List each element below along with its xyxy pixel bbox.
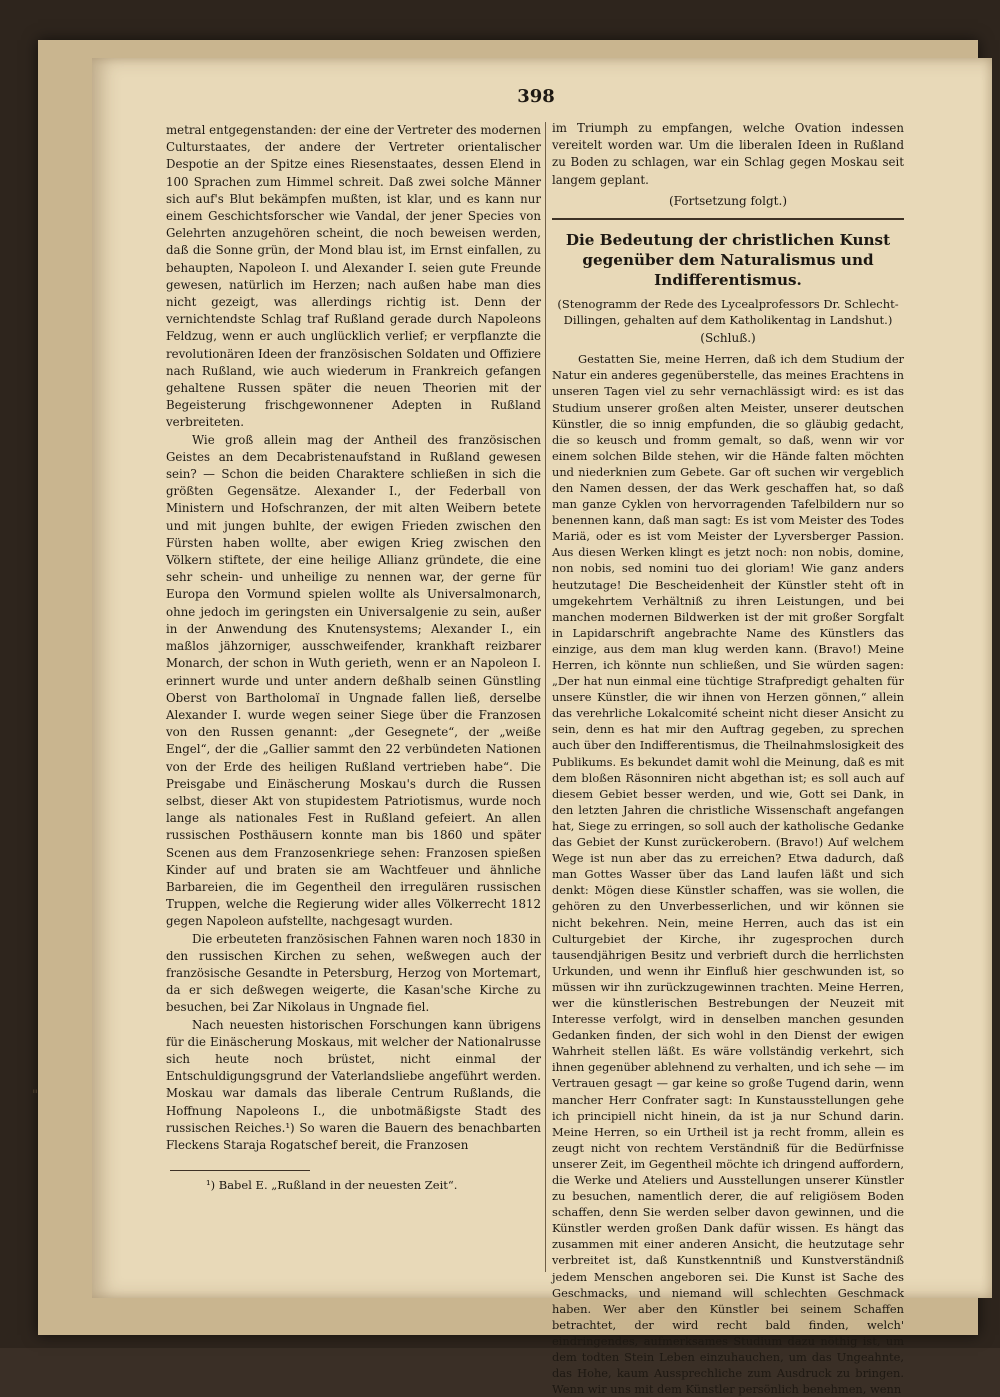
footnote: ¹) Babel E. „Rußland in der neuesten Zeit“. xyxy=(206,1178,458,1193)
article-title: Die Bedeutung der christlichen Kunst gegenüber dem Naturalismus und Indifferentismus. xyxy=(565,231,891,290)
article-divider xyxy=(552,218,904,220)
paragraph: Wie groß allein mag der Antheil des französischen Geistes an dem Decabristenaufstand in Rußland gewesen sein? — Schon die beiden Charaktere schließen in sich die größten Gegensätze. Alexander I., der Federball von Ministern und Hofschranzen, der mit alten Weibern betete und mit jungen buhlte, der ewigen Frieden zwischen den Fürsten haben wollte, aber ewigen Krieg zwischen den Völkern stiftete, der eine heilige Allianz gründete, die eine sehr schein- und unheilige zu nennen war, der gerne für Europa den Vormund spielen wollte als Universalmonarch, ohne jedoch im geringsten ein Universalgenie zu sein, außer in der Anwendung des Knutensystems; Alexander I., ein maßlos jähzorniger, ausschweifender, krankhaft reizbarer Monarch, der schon in Wuth gerieth, wenn er an Napoleon I. erinnert wurde und unter andern deßhalb seinen Günstling Oberst von Bartholomaï in Ungnade fallen ließ, derselbe Alexander I. wurde wegen seiner Siege über die Franzosen von den Russen genannt: „der Gesegnete“, der „weiße Engel“, der die „Gallier sammt den 22 verbündeten Nationen von der Erde des heiligen Rußland vertrieben habe“. Die Preisgabe und Einäscherung Moskau's durch die Russen selbst, dieser Akt von stupidestem Patriotismus, wurde noch lange als nationales Fest in Rußland gefeiert. An allen russischen Posthäusern konnte man bis 1860 und später Scenen aus dem Franzosenkriege sehen: Franzosen spießen Kinder auf und braten sie am Wachtfeuer und ähnliche Barbareien, die im Gegentheil den irregulären russischen Truppen, welche die Regierung wider alles Völkerrecht 1812 gegen Napoleon aufstellte, nachgesagt wurden. xyxy=(166,432,541,929)
right-column xyxy=(552,120,904,1397)
article-subtitle: (Stenogramm der Rede des Lycealprofessors Dr. Schlecht-Dillingen, gehalten auf dem Katholikentag in Landshut.) xyxy=(557,297,899,328)
left-column xyxy=(166,120,541,1194)
paragraph: Nach neuesten historischen Forschungen kann übrigens für die Einäscherung Moskaus, mit welcher der Nationalrusse sich heute noch brüstet, nicht einmal der Entschuldigungsgrund der Vaterlandsliebe angeführt werden. Moskau war damals das liberale Centrum Rußlands, die Hoffnung Napoleons I., die unbotmäßigste Stadt des russischen Reiches.¹) So waren die Bauern des benachbarten Fleckens Staraja Rogatschef bereit, die Franzosen xyxy=(166,1017,541,1152)
column-divider xyxy=(545,122,546,1272)
margin-mark: " xyxy=(32,1088,38,1103)
footnote-divider xyxy=(170,1170,310,1171)
continued-note: (Fortsetzung folgt.) xyxy=(669,193,787,208)
section-mark: (Schluß.) xyxy=(700,331,756,346)
page-number: 398 xyxy=(517,86,555,107)
paragraph: metral entgegenstanden: der eine der Vertreter des modernen Culturstaates, der andere der Vertreter orientalischer Despotie an der Spitze eines Riesenstaates, dessen Elend in 100 Sprachen zum Himmel schreit. Daß zwei solche Männer sich auf's Blut bekämpfen mußten, ist klar, und es kann nur einem Geschichtsforscher wie Vandal, der jener Species von Gelehrten anzugehören scheint, die noch beweisen werden, daß die Sonne grün, der Mond blau ist, im Ernst einfallen, zu behaupten, Napoleon I. und Alexander I. seien gute Freunde gewesen, natürlich im Herzen; nach außen habe man dies nicht gezeigt, was allerdings richtig ist. Denn der vernichtendste Schlag traf Rußland gerade durch Napoleons Feldzug, wenn er auch unglücklich verlief; er verpflanzte die revolutionären Ideen der französischen Soldaten und Offiziere nach Rußland, wie auch wiederum in Frankreich gefangen gehaltene Russen später die neuen Theorien mit der Begeisterung frischgewonnener Adepten in Rußland verbreiteten. xyxy=(166,123,541,430)
article-body: Gestatten Sie, meine Herren, daß ich dem Studium der Natur ein anderes gegenüberstelle, das meines Erachtens in unseren Tagen viel zu sehr vernachlässigt wird: es ist das Studium unserer großen alten Meister, unserer deutschen Künstler, die so innig empfunden, die so gläubig gedacht, die so keusch und fromm gemalt, so daß, wenn wir vor einem solchen Bilde stehen, wir die Hände falten möchten und niederknien zum Gebete. Gar oft suchen wir vergeblich den Namen dessen, der das Werk geschaffen hat, so daß man ganze Cyklen von hervorragenden Tafelbildern nur so benennen kann, daß man sagt: Es ist vom Meister des Todes Mariä, oder es ist vom Meister der Lyversberger Passion. Aus diesen Werken klingt es jetzt noch: non nobis, domine, non nobis, sed nomini tuo dei gloriam! Wie ganz anders heutzutage! Die Bescheidenheit der Künstler steht oft in umgekehrtem Verhältniß zu ihren Leistungen, und bei manchen modernen Bildwerken ist der mit großer Sorgfalt in Lapidarschrift angebrachte Name des Künstlers das einzige, aus dem man klug werden kann. (Bravo!) Meine Herren, ich könnte nun schließen, und Sie würden sagen: „Der hat nun einmal eine tüchtige Strafpredigt gehalten für unsere Künstler, die wir ihnen von Herzen gönnen,“ allein das verehrliche Lokalcomité scheint nicht dieser Ansicht zu sein, denn es hat mir den Auftrag gegeben, zu sprechen auch über den Indifferentismus, die Theilnahmslosigkeit des Publikums. Es bekundet damit wohl die Meinung, daß es mit dem bloßen Räsonniren nicht abgethan ist; es soll auch auf diesem Gebiet besser werden, und wie, Gott sei Dank, in den letzten Jahren die christliche Wissenschaft angefangen hat, Siege zu erringen, so soll auch der katholische Gedanke das Gebiet der Kunst zurückerobern. (Bravo!) Auf welchem Wege ist nun aber das zu erreichen? Etwa dadurch, daß man Gottes Wasser über das Land laufen läßt und sich denkt: Mögen diese Künstler schaffen, was sie wollen, die gehören zu den Unverbesserlichen, und wir können sie nicht bekehren. Nein, meine Herren, auch das ist ein Culturgebiet der Kirche, ihr zugesprochen durch tausendjährigen Besitz und verbrieft durch die herrlichsten Urkunden, und wenn ihr Einfluß hier geschwunden ist, so müssen wir ihn zurückzugewinnen trachten. Meine Herren, wer die künstlerischen Bestrebungen der Neuzeit mit Interesse verfolgt, wird in denselben manchen gesunden Gedanken finden, der sich wohl in den Dienst der ewigen Wahrheit stellen läßt. Es wäre vollständig verkehrt, sich ihnen gegenüber ablehnend zu verhalten, und ich sehe — im Vertrauen gesagt — gar keine so große Tugend darin, wenn mancher Herr Confrater sagt: In Kunstausstellungen gehe ich principiell nicht hinein, da ist ja nur Schund darin. Meine Herren, so ein Urtheil ist ja recht fromm, allein es zeugt nicht von rechtem Verständniß für die Bedürfnisse unserer Zeit, im Gegentheil möchte ich dringend auffordern, die Werke und Ateliers und Ausstellungen unserer Künstler zu besuchen, namentlich derer, die auf religiösem Boden schaffen, denn Sie werden selber davon gewinnen, und die Künstler werden großen Dank dafür wissen. Es hängt das zusammen mit einer anderen Ansicht, die heutzutage sehr verbreitet ist, daß Kunstkenntniß und Kunstverständniß jedem Menschen angeboren sei. Die Kunst ist Sache des Geschmacks, und niemand will schlechten Geschmack haben. Wer aber den Künstler bei seinem Schaffen betrachtet, der wird recht bald finden, welch' eindringendes, aufmerksames Studium dazu nöthig ist, um dem todten Stein Leben einzuhauchen, um das Ungeahnte, das Hohe, kaum Aussprechliche zum Ausdruck zu bringen. Wenn wir uns mit dem Künstler persönlich benehmen, wenn xyxy=(552,352,904,1397)
paragraph: Die erbeuteten französischen Fahnen waren noch 1830 in den russischen Kirchen zu sehen, weßwegen auch der französische Gesandte in Petersburg, Herzog von Mortemart, da er sich deßwegen weigerte, die Kasan'sche Kirche zu besuchen, bei Zar Nikolaus in Ungnade fiel. xyxy=(166,931,541,1015)
book-page xyxy=(92,58,992,1397)
paragraph: im Triumph zu empfangen, welche Ovation indessen vereitelt worden war. Um die liberalen Ideen in Rußland zu Boden zu schlagen, war ein Schlag gegen Moskau seit langem geplant. xyxy=(552,121,904,187)
